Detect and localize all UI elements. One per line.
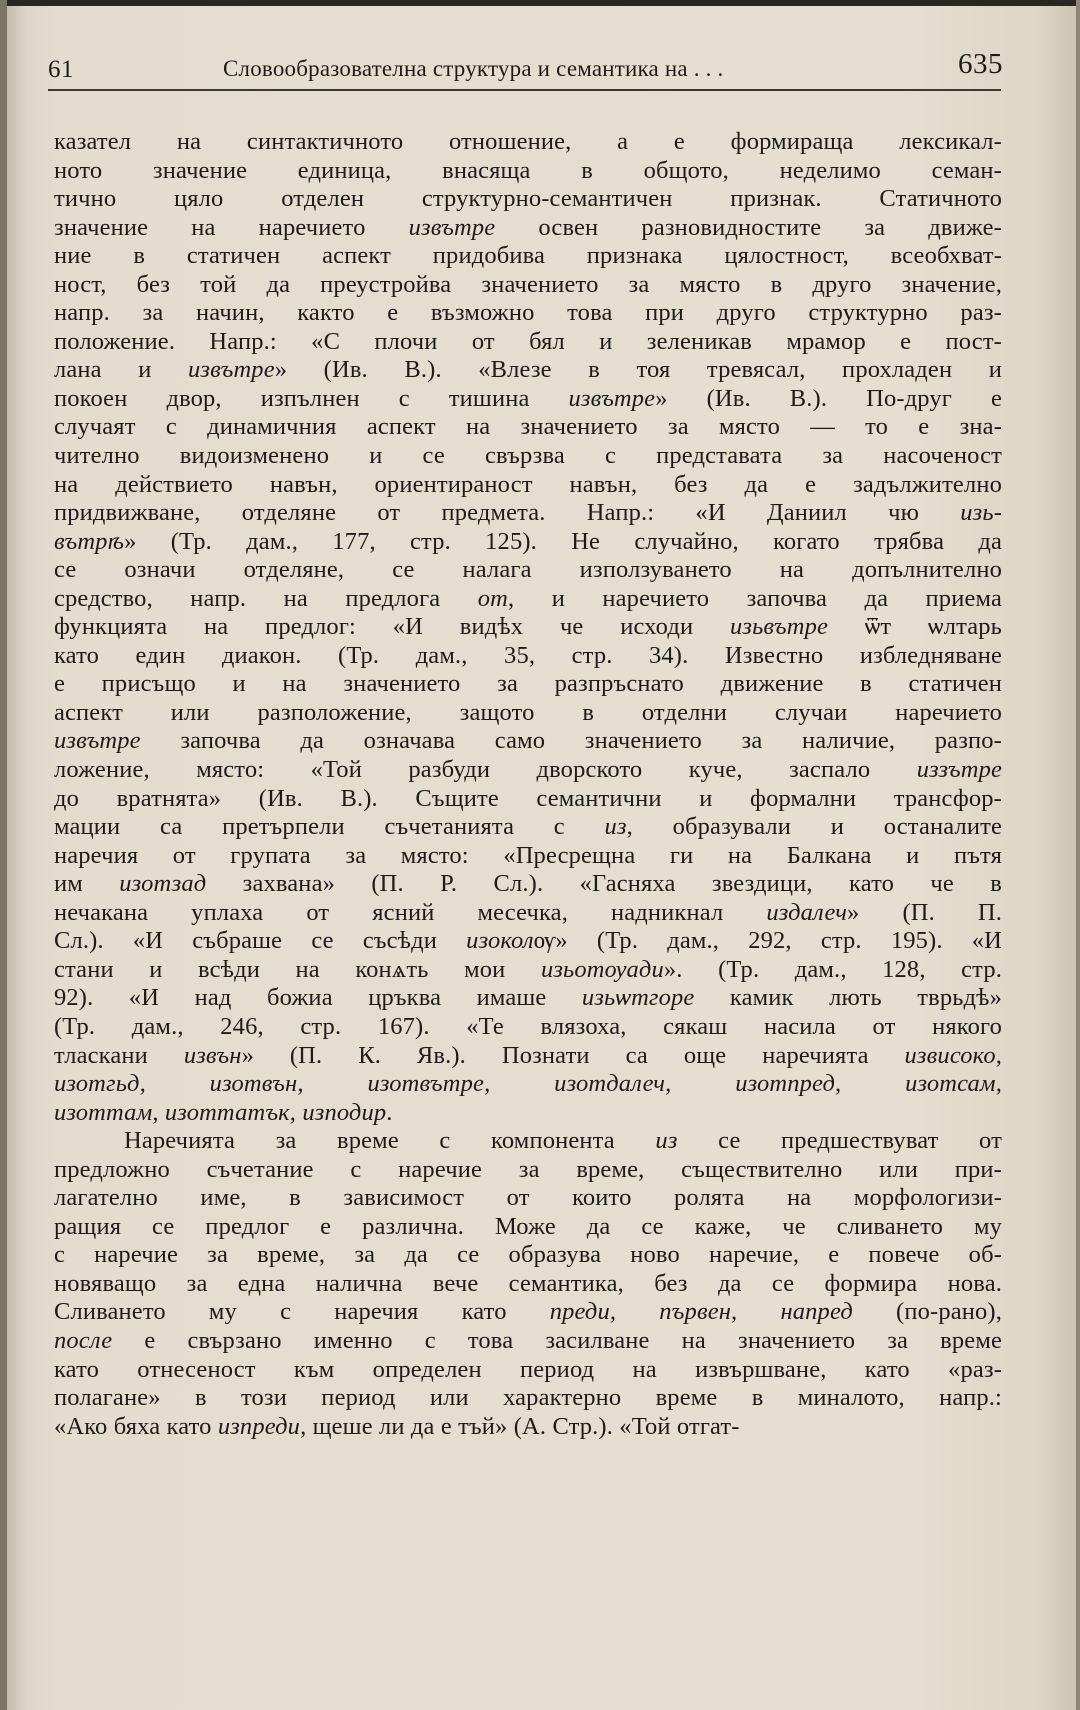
text-run: лана и [54,356,189,384]
text-run: значение на наречието [54,213,409,241]
text-line [54,842,1002,871]
text-line [54,1070,1002,1099]
text-line [54,1298,1002,1327]
text-line [54,813,1002,842]
text-run: » (Тр. дам., 177, стр. 125). Не случайно, когато трябва да [124,527,1002,555]
text-run: напр. за начин, както е възможно това при друго структурно раз- [54,299,1002,327]
text-run: , щеше ли да е тъй» (А. Стр.). «Той отгат- [300,1412,740,1440]
text-line [54,1327,1002,1356]
text-run: . [386,1098,393,1126]
text-line [54,214,1002,243]
text-line [54,185,1002,214]
running-title: Словообразователна структура и семантика на . . . [223,56,724,81]
italic-term: извън [183,1041,242,1069]
text-run: ращия се предлог е различна. Може да се каже, че сливането му [54,1212,1002,1240]
text-run: им [54,870,120,898]
text-run: 92). «И над божиа цръква имаше [54,984,582,1012]
text-run: (Тр. дам., 246, стр. 167). «Те влязоха, сякаш насила от някого [54,1012,1002,1040]
text-run: захвана» (П. Р. Сл.). «Гасняха звездици, като че в [206,870,1002,898]
italic-term: вътрѣ [54,527,125,555]
text-line [54,1270,1002,1299]
text-line [54,1413,1002,1442]
text-run: предложно съчетание с наречие за време, съществително или при- [54,1155,1002,1183]
text-run: Сл.). «И събраше се съсѣди [54,927,467,955]
text-run: аспект или разположение, защото в отделни случаи наречието [54,698,1002,726]
italic-term: издалеч [766,898,848,926]
text-run: ното значение единица, внасяща в общото, неделимо семан- [54,156,1002,184]
text-line [54,670,1002,699]
text-line [54,899,1002,928]
text-run: е свързано именно с това засилване на значението за време [112,1326,1002,1354]
text-line [54,328,1002,357]
italic-term: извисоко, [904,1041,1002,1069]
header-rule [48,89,1001,91]
text-line [54,785,1002,814]
text-run: положение. Напр.: «С плочи от бял и зеленикав мрамор е пост- [54,327,1002,355]
page-top-edge [0,0,1080,6]
text-run: до вратнята» (Ив. В.). Същите семантични и формални трансфор- [54,784,1002,812]
body-text [54,128,1002,1441]
text-line [54,1241,1002,1270]
text-run: покоен двор, изпълнен с тишина [54,384,569,412]
text-line [54,413,1002,442]
text-run: тично цяло отделен структурно-семантичен признак. Статичното [54,185,1002,213]
italic-term: преди, първен, напред [549,1298,853,1326]
italic-term: извътре [54,727,141,755]
text-line [54,157,1002,186]
text-run: на действието навън, ориентираност навън, без да е задължително [54,470,1002,498]
page-right-edge [1076,0,1080,1710]
text-line [54,1013,1002,1042]
text-line [54,1356,1002,1385]
text-line [54,271,1002,300]
text-line [54,299,1002,328]
italic-term: изоттам, изоттатък, изподир [54,1098,387,1126]
text-line [54,442,1002,471]
italic-term: изотгьд, изотвън, изотвътре, изотдалеч, изотпред, изотсам, [54,1070,1002,1098]
text-run: нечакана уплаха от ясний месечка, надникнал [54,898,767,926]
text-run: се предшествуват от [677,1127,1002,1155]
text-line [54,1042,1002,1071]
text-line [54,613,1002,642]
text-run: започва да означава само значението за наличие, разпо- [140,727,1002,755]
text-run: новяващо за една налична вече семантика, без да се формира нова. [54,1269,1002,1297]
italic-term: извътре [568,384,656,412]
text-line [54,984,1002,1013]
text-run: ». (Тр. дам., 128, стр. [663,955,1002,983]
text-run: функцията на предлог: «И видѣх че исходи [54,613,730,641]
text-run: лагателно име, в зависимост от които ролята на морфологизи- [54,1184,1002,1212]
text-line [54,242,1002,271]
text-line [54,1213,1002,1242]
text-run: се означи отделяне, се налага използуването на допълнително [54,556,1002,584]
text-line [54,499,1002,528]
text-run: , образували и останалите [626,813,1002,841]
text-run: ѿт ѡлтарь [828,613,1002,641]
italic-term: изьотѹади [540,955,664,983]
page-header [48,44,1003,84]
left-page-number: 61 [48,56,74,83]
text-line [54,927,1002,956]
text-run: освен разновидностите за движе- [495,213,1002,241]
text-run: полагане» в този период или характерно време в миналото, напр.: [54,1384,1002,1412]
text-line [54,727,1002,756]
italic-term: извътре [408,213,496,241]
text-line [54,556,1002,585]
text-line [54,756,1002,785]
text-run: ѹ» (Тр. дам., 292, стр. 195). «И [533,927,1002,955]
italic-term: из [604,813,627,841]
text-line [54,528,1002,557]
italic-term: изокол [466,927,534,955]
italic-term: изьѡтгоре [581,984,695,1012]
text-run: (по-рано), [852,1298,1002,1326]
text-line [54,956,1002,985]
italic-term: после [54,1326,113,1354]
text-run: с наречие за време, за да се образува ново наречие, е повече об- [54,1241,1002,1269]
text-run: ние в статичен аспект придобива признака цялостност, всеобхват- [54,242,1002,270]
italic-term: из [655,1127,678,1155]
text-line [54,1184,1002,1213]
text-run: Сливането му с наречия като [54,1298,550,1326]
text-run: е присъщо и на значението за разпръснато движение в статичен [54,670,1002,698]
binding-shadow [0,0,7,1710]
text-run: мации са претърпели съчетанията с [54,813,605,841]
text-line [54,1099,1002,1128]
italic-term: изпреди [217,1412,301,1440]
italic-term: изьвътре [729,613,828,641]
italic-term: извътре [188,356,275,384]
text-line [54,1156,1002,1185]
text-run: » (Ив. В.). «Влезе в тоя тревясал, прохладен и [274,356,1002,384]
text-line [54,128,1002,157]
text-run: » (Ив. В.). По-друг е [655,384,1002,412]
text-run: Наречията за време с компонента [124,1127,656,1155]
text-run: ложение, място: «Той разбуди дворското куче, заспало [54,756,917,784]
text-run: случаят с динамичния аспект на значението за място — то е зна- [54,413,1002,441]
text-run: като отнесеност към определен период на извършване, като «раз- [54,1355,1002,1383]
text-line [54,870,1002,899]
text-line [54,471,1002,500]
right-page-number: 635 [958,48,1003,80]
text-line [54,699,1002,728]
text-run: , и наречието започва да приема [507,584,1002,612]
text-run: чително видоизменено и се свързва с представата за насоченост [54,442,1002,470]
text-line [54,642,1002,671]
text-run: «Ако бяха като [54,1412,218,1440]
text-line [54,385,1002,414]
text-run: » (П. К. Яв.). Познати са още наречията [241,1041,905,1069]
italic-term: иззътре [916,756,1002,784]
text-run: камик лють тврьдѣ» [694,984,1002,1012]
text-line [54,1127,1002,1156]
text-line [54,356,1002,385]
text-run: придвижване, отделяне от предмета. Напр.: «И Даниил чю [54,499,961,527]
text-run: наречия от групата за място: «Пресрещна ги на Балкана и пътя [54,841,1002,869]
text-run: » (П. П. [847,898,1002,926]
text-line [54,585,1002,614]
text-run: тласкани [54,1041,184,1069]
text-line [54,1384,1002,1413]
text-run: като един диакон. (Тр. дам., 35, стр. 34). Известно избледняване [54,641,1002,669]
text-run: средство, напр. на предлога [54,584,478,612]
italic-term: изь- [960,499,1002,527]
text-run: казател на синтактичното отношение, а е формираща лексикал- [54,128,1002,155]
text-run: стани и всѣди на конѧть мои [54,955,541,983]
italic-term: изотзад [119,870,207,898]
text-run: ност, без той да преустройва значението за място в друго значение, [54,270,1002,298]
italic-term: от [477,584,508,612]
